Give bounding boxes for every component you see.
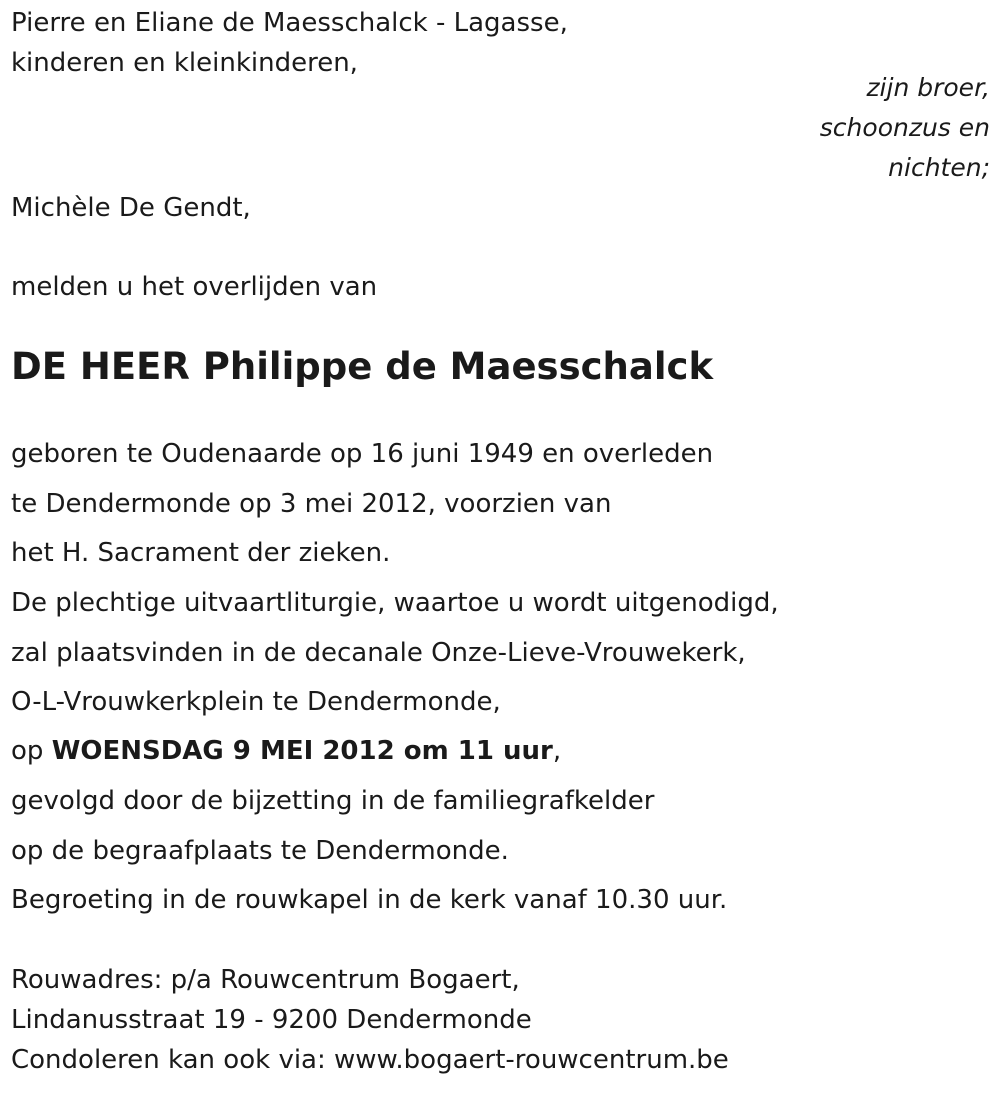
funeral-datetime: WOENSDAG 9 MEI 2012 om 11 uur xyxy=(51,736,553,766)
body-line-3: het H. Sacrament der zieken. xyxy=(11,538,391,568)
partner-name: Michèle De Gendt, xyxy=(11,193,251,223)
body-line-2: te Dendermonde op 3 mei 2012, voorzien van xyxy=(11,489,612,519)
footer-address-line-2: Lindanusstraat 19 - 9200 Dendermonde xyxy=(11,1005,532,1035)
body-line-9: op de begraafplaats te Dendermonde. xyxy=(11,836,509,866)
body-line-4: De plechtige uitvaartliturgie, waartoe u wordt uitgenodigd, xyxy=(11,588,779,618)
body-line-5: zal plaatsvinden in de decanale Onze-Lieve-Vrouwekerk, xyxy=(11,638,746,668)
body-line-8: gevolgd door de bijzetting in de familiegrafkelder xyxy=(11,786,655,816)
body-line-10: Begroeting in de rouwkapel in de kerk vanaf 10.30 uur. xyxy=(11,885,728,915)
family-line-2: kinderen en kleinkinderen, xyxy=(11,48,358,78)
relation-line-1: zijn broer, xyxy=(866,73,990,102)
funeral-suffix: , xyxy=(552,736,562,766)
deceased-title: DE HEER Philippe de Maesschalck xyxy=(11,345,714,388)
relation-line-3: nichten; xyxy=(888,153,990,182)
body-line-1: geboren te Oudenaarde op 16 juni 1949 en overleden xyxy=(11,439,714,469)
announcement-text: melden u het overlijden van xyxy=(11,272,378,302)
footer-address-line-1: Rouwadres: p/a Rouwcentrum Bogaert, xyxy=(11,965,520,995)
funeral-prefix: op xyxy=(11,736,52,766)
body-line-6: O-L-Vrouwkerkplein te Dendermonde, xyxy=(11,687,501,717)
body-line-7 xyxy=(11,736,561,767)
relation-line-2: schoonzus en xyxy=(819,113,990,142)
footer-condolence-line: Condoleren kan ook via: www.bogaert-rouwcentrum.be xyxy=(11,1045,729,1075)
family-line-1: Pierre en Eliane de Maesschalck - Lagasse, xyxy=(11,8,568,38)
